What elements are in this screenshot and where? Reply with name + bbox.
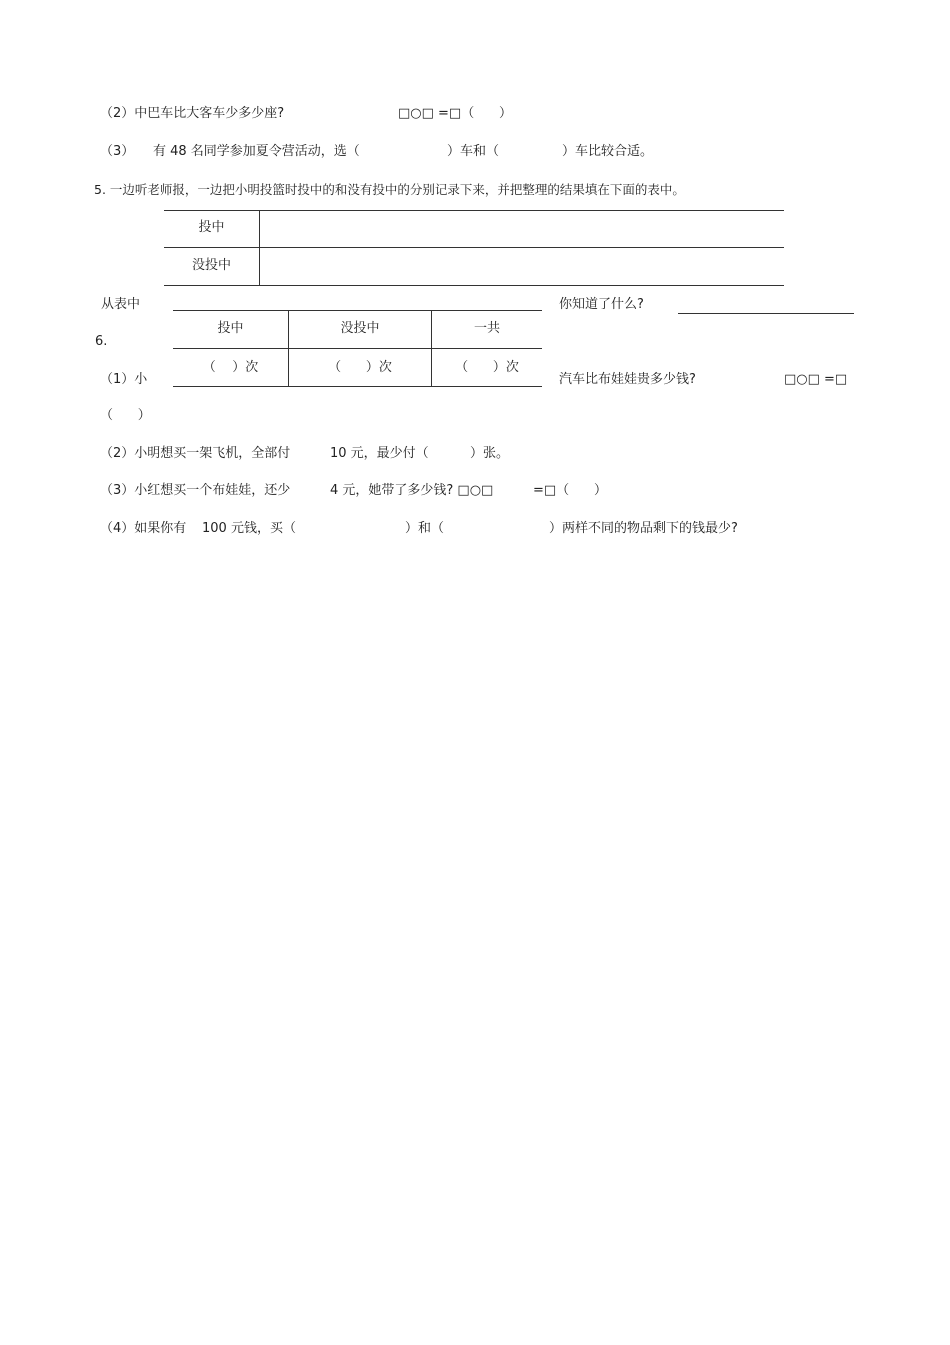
q6-part4-a: （4）如果你有 [100,521,187,536]
q6-part1-text: 汽车比布娃娃贵多少钱? [559,372,696,387]
q6-header-hit: 投中 [217,321,244,336]
q6-cell-total[interactable]: （ ）次 [455,360,519,375]
q6-part2-c: ）张。 [470,446,510,461]
q4-part3-text-a: 有 48 名同学参加夏令营活动，选（ [153,144,360,159]
q6-header-miss: 没投中 [340,321,380,336]
q6-part1-formula: □○□ =□ [784,372,848,387]
q5-row-label-miss: 没投中 [191,258,231,273]
q5-title: 5. 一边听老师报，一边把小明投篮时投中的和没有投中的分别记录下来，并把整理的结果填在下面的表中。 [94,182,685,197]
know-what-answer-line[interactable] [678,313,854,314]
know-what-label: 你知道了什么? [559,297,644,312]
q6-part4-c: ）和（ [405,521,445,536]
q5-row-label-hit: 投中 [198,220,225,235]
from-table-label: 从表中 [101,297,141,312]
q4-part3-label: （3） [100,144,135,159]
q4-part3-text-c: ）车比较合适。 [562,144,654,159]
q6-cell-hit[interactable]: （ ）次 [202,360,259,375]
q6-cell-miss[interactable]: （ ）次 [328,360,392,375]
q6-part3-a: （3）小红想买一个布娃娃，还少 [100,483,291,498]
q4-part2-formula: □○□ =□（ ） [398,106,513,121]
q6-part3-c: =□（ ） [533,483,607,498]
q6-part4-d: ）两样不同的物品剩下的钱最少? [549,521,738,536]
from-table-answer-line[interactable] [173,310,542,311]
q6-part2-b: 10 元，最少付（ [330,446,429,461]
q6-part1-answer[interactable]: （ ） [100,408,151,423]
q4-part2-text: （2）中巴车比大客车少多少座? [100,106,285,121]
q6-number: 6. [95,334,108,349]
q6-part1-label: （1）小 [100,372,148,387]
q6-part3-b: 4 元，她带了多少钱? □○□ [330,483,494,498]
q6-header-total: 一共 [473,321,500,336]
q6-part2-a: （2）小明想买一架飞机，全部付 [100,446,291,461]
q4-part3-text-b: ）车和（ [447,144,500,159]
q6-part4-b: 100 元钱，买（ [202,521,296,536]
